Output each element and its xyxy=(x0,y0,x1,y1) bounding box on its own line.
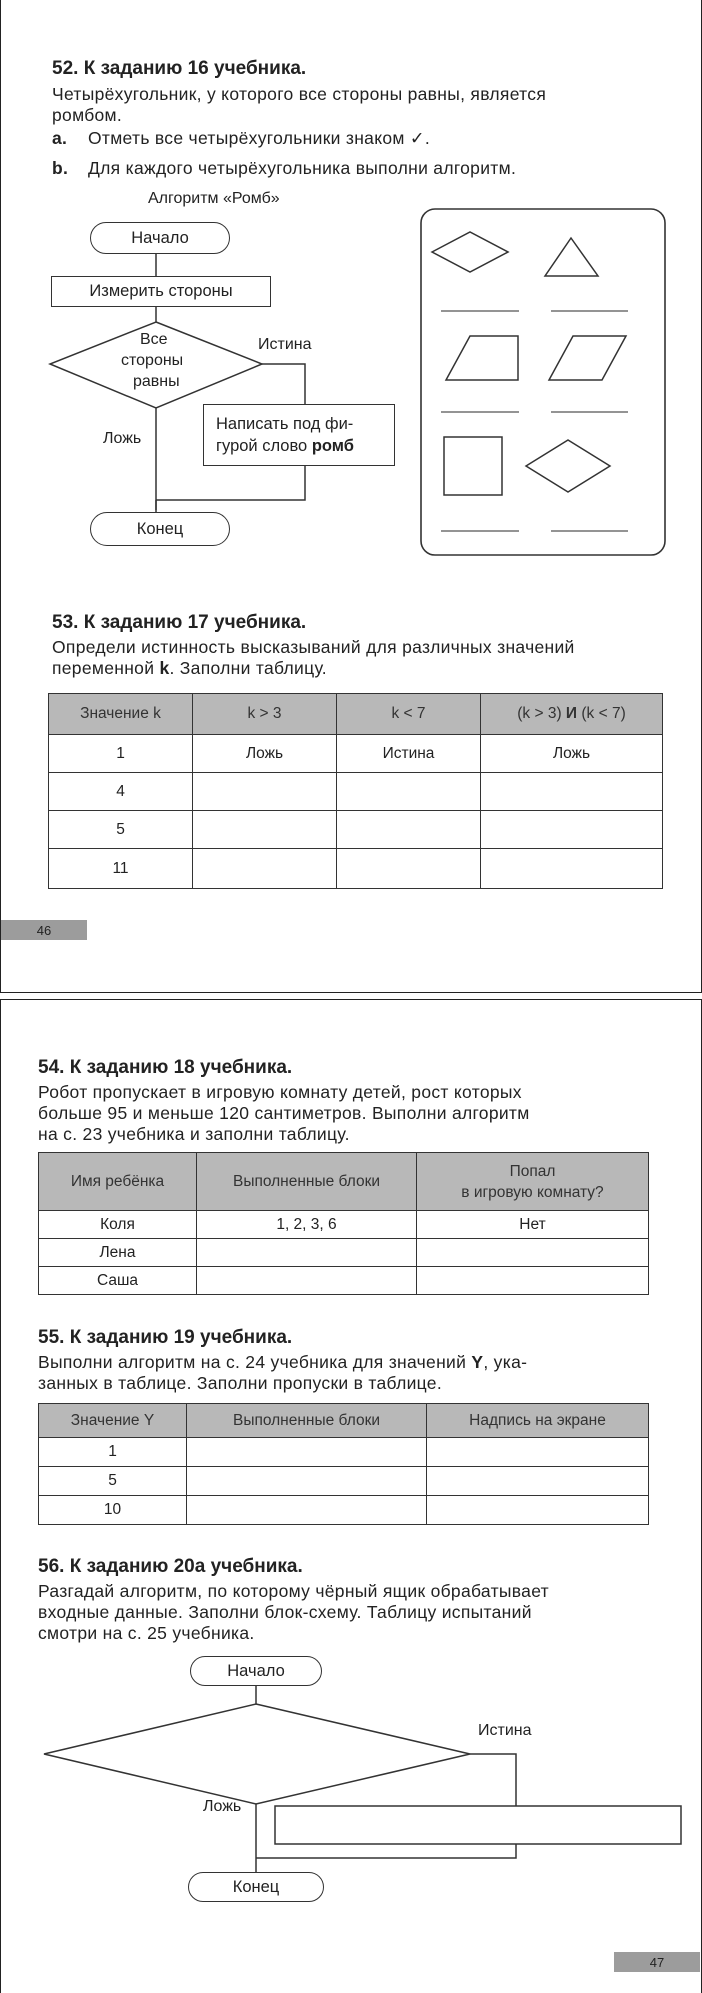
shape-parallelogram xyxy=(549,336,626,380)
table-row xyxy=(49,811,663,849)
table-cell xyxy=(187,1467,427,1496)
header-line: Попал xyxy=(509,1162,556,1180)
table-cell: 4 xyxy=(49,773,193,811)
task-55-line2: занных в таблице. Заполни пропуски в таблице. xyxy=(38,1373,443,1393)
table-cell: 10 xyxy=(39,1496,187,1525)
flow-action-line2-text: гурой слово xyxy=(216,437,312,455)
task-55-line1 xyxy=(38,1352,527,1373)
task-56-title: 56. К заданию 20а учебника. xyxy=(38,1556,303,1577)
task-53-table xyxy=(48,693,663,889)
table-cell xyxy=(417,1267,649,1295)
table-header-row xyxy=(39,1153,649,1211)
table-header-row xyxy=(49,694,663,735)
flow-action-keyword: ромб xyxy=(311,437,354,455)
table-header: Выполненные блоки xyxy=(187,1404,427,1438)
table-cell xyxy=(417,1239,649,1267)
table-cell: Нет xyxy=(417,1211,649,1239)
flow56-true-label: Истина xyxy=(478,1722,532,1739)
table-row xyxy=(39,1438,649,1467)
task-55-title: 55. К заданию 19 учебника. xyxy=(38,1327,293,1348)
table-cell xyxy=(481,811,663,849)
table-row xyxy=(39,1211,649,1239)
table-cell: 5 xyxy=(49,811,193,849)
table-cell xyxy=(187,1496,427,1525)
task-55-variable: Y xyxy=(471,1352,484,1372)
flow56-end-terminator xyxy=(188,1872,324,1902)
algorithm-title: Алгоритм «Ромб» xyxy=(148,190,280,207)
table-row xyxy=(39,1267,649,1295)
table-cell: 1 xyxy=(49,735,193,773)
table-cell: Коля xyxy=(39,1211,197,1239)
table-cell xyxy=(481,849,663,889)
table-row xyxy=(49,773,663,811)
task-52-a-marker: a. xyxy=(52,128,68,148)
header-and-operator: И xyxy=(565,705,578,722)
shape-trapezoid xyxy=(446,336,518,380)
table-cell: 11 xyxy=(49,849,193,889)
table-header: Значение Y xyxy=(39,1404,187,1438)
table-cell xyxy=(427,1438,649,1467)
table-cell xyxy=(197,1239,417,1267)
page-number-47: 47 xyxy=(614,1952,700,1972)
header-line: в игровую комнату? xyxy=(461,1183,604,1201)
flow56-end-label: Конец xyxy=(232,1877,280,1896)
table-header: Надпись на экране xyxy=(427,1404,649,1438)
table-cell xyxy=(481,773,663,811)
task-52-a-text: Отметь все четырёхугольники знаком ✓. xyxy=(88,128,431,148)
task-54-table xyxy=(38,1152,649,1295)
table-row xyxy=(49,849,663,889)
flow56-start-label: Начало xyxy=(227,1661,285,1680)
table-cell: 5 xyxy=(39,1467,187,1496)
task-53-line1: Определи истинность высказываний для различных значений xyxy=(52,637,575,657)
flow-false-label: Ложь xyxy=(103,430,142,447)
flow-condition-line1: Все xyxy=(140,331,168,348)
table-header: Имя ребёнка xyxy=(39,1153,197,1211)
table-row xyxy=(39,1496,649,1525)
task-54-line3: на с. 23 учебника и заполни таблицу. xyxy=(38,1124,350,1144)
flow-true-label: Истина xyxy=(258,336,312,353)
table-header: k < 7 xyxy=(337,694,481,735)
table-row xyxy=(49,735,663,773)
table-cell xyxy=(193,773,337,811)
table-cell xyxy=(193,849,337,889)
table-cell: Ложь xyxy=(193,735,337,773)
table-cell xyxy=(427,1467,649,1496)
flow56-start-terminator xyxy=(190,1656,322,1686)
task-53-line2-text: переменной xyxy=(52,658,160,678)
flow-start-label: Начало xyxy=(131,228,189,247)
task-55-line1-text: Выполни алгоритм на с. 24 учебника для значений xyxy=(38,1352,472,1372)
table-cell xyxy=(187,1438,427,1467)
empty-action-block xyxy=(275,1806,681,1844)
flow56-false-label: Ложь xyxy=(203,1798,242,1815)
table-cell: Саша xyxy=(39,1267,197,1295)
task-56-line3: смотри на с. 25 учебника. xyxy=(38,1623,255,1643)
flow-action-line1: Написать под фи- xyxy=(216,415,354,433)
table-header-row xyxy=(39,1404,649,1438)
task-54-title: 54. К заданию 18 учебника. xyxy=(38,1057,293,1078)
flow-end-label: Конец xyxy=(136,519,184,538)
task-52-b-text: Для каждого четырёхугольника выполни алгоритм. xyxy=(88,158,517,178)
shape-rhombus-wide xyxy=(432,232,508,272)
table-cell xyxy=(337,811,481,849)
task-53-variable: k xyxy=(159,658,170,678)
task-52-intro-line1: Четырёхугольник, у которого все стороны равны, является xyxy=(52,84,547,104)
task-53-line2-end: . Заполни таблицу. xyxy=(169,658,327,678)
table-header-two-line xyxy=(417,1153,649,1211)
page-number-46: 46 xyxy=(1,920,87,940)
table-header: Выполненные блоки xyxy=(197,1153,417,1211)
table-cell: 1, 2, 3, 6 xyxy=(197,1211,417,1239)
task-52-intro-line2: ромбом. xyxy=(52,105,123,125)
empty-condition-diamond xyxy=(44,1704,470,1804)
flow-condition-line2: стороны xyxy=(121,352,184,369)
task-55-line1-end: , ука- xyxy=(483,1352,528,1372)
table-row xyxy=(39,1467,649,1496)
table-cell xyxy=(193,811,337,849)
table-header-compound xyxy=(481,694,663,735)
table-header: Значение k xyxy=(49,694,193,735)
task-53-title: 53. К заданию 17 учебника. xyxy=(52,612,307,633)
table-cell: Ложь xyxy=(481,735,663,773)
task-53-line2 xyxy=(52,658,327,679)
table-cell xyxy=(427,1496,649,1525)
shape-square xyxy=(444,437,502,495)
task-56-line2: входные данные. Заполни блок-схему. Таблицу испытаний xyxy=(38,1602,532,1622)
table-header: k > 3 xyxy=(193,694,337,735)
table-cell: Истина xyxy=(337,735,481,773)
task-54-line2: больше 95 и меньше 120 сантиметров. Выполни алгоритм xyxy=(38,1103,530,1123)
table-cell xyxy=(337,773,481,811)
shape-rhombus xyxy=(526,440,610,492)
table-cell xyxy=(197,1267,417,1295)
task-52-b-marker: b. xyxy=(52,158,69,178)
shape-triangle xyxy=(545,238,598,276)
header-part: (k > 3) xyxy=(517,705,562,722)
table-row xyxy=(39,1239,649,1267)
header-part: (k < 7) xyxy=(581,705,626,722)
task-55-table xyxy=(38,1403,649,1525)
flow-measure-label: Измерить стороны xyxy=(89,282,233,300)
task-56-line1: Разгадай алгоритм, по которому чёрный ящик обрабатывает xyxy=(38,1581,549,1601)
flow-condition-line3: равны xyxy=(133,373,180,390)
shapes-panel xyxy=(0,0,702,560)
task-52-title: 52. К заданию 16 учебника. xyxy=(52,58,307,79)
table-cell xyxy=(337,849,481,889)
table-cell: 1 xyxy=(39,1438,187,1467)
table-cell: Лена xyxy=(39,1239,197,1267)
task-56-flowchart xyxy=(0,1640,702,1940)
task-54-line1: Робот пропускает в игровую комнату детей, рост которых xyxy=(38,1082,522,1102)
